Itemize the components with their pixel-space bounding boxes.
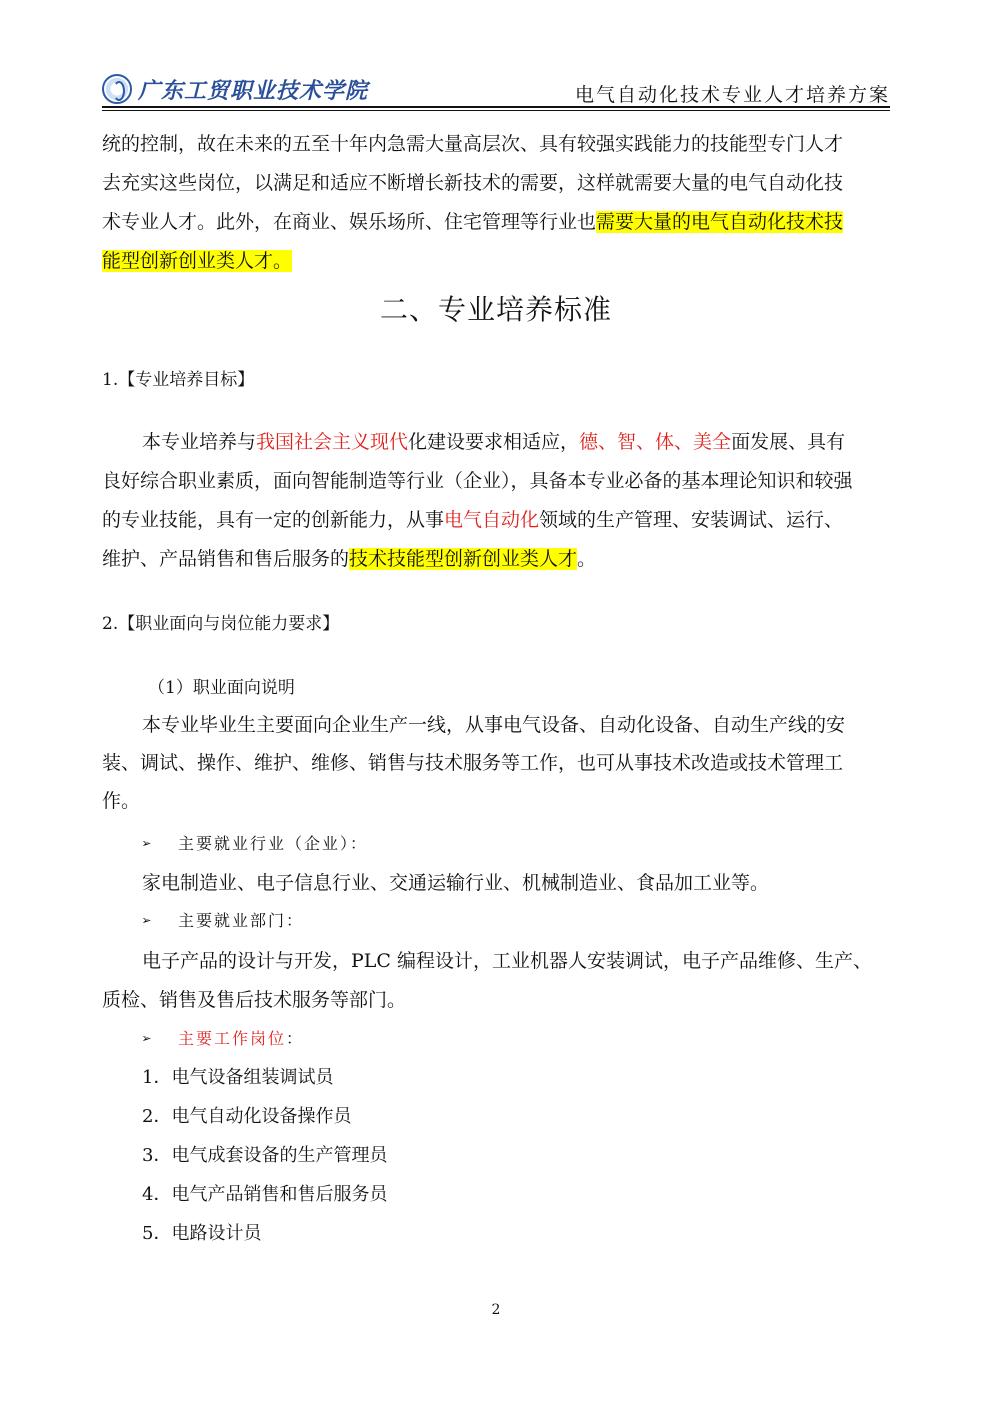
college-name: 广东工贸职业技术学院 xyxy=(138,77,369,104)
intro-line-3 xyxy=(102,203,890,242)
departments-line-2: 质检、销售及售后技术服务等部门。 xyxy=(102,989,407,1011)
highlighted-text: 技术技能型创新创业类人才 xyxy=(349,548,578,570)
goal-text: 的专业技能，具有一定的创新能力，从事 xyxy=(102,509,445,531)
bullet-label: 主要就业行业（企业）： xyxy=(178,834,369,853)
position-item: 1．电气设备组装调试员 xyxy=(142,1067,334,1088)
intro-paragraph xyxy=(102,125,890,281)
goal-line-4 xyxy=(102,540,890,579)
arrow-bullet-icon: ➢ xyxy=(142,1029,152,1048)
goal-line-2: 良好综合职业素质，面向智能制造等行业（企业），具备本专业必备的基本理论知识和较强 xyxy=(102,470,853,492)
departments-text xyxy=(102,942,890,1020)
goal-line-3 xyxy=(102,501,890,540)
goal-text: 领域的生产管理、安装调试、运行、 xyxy=(539,509,844,531)
page-header xyxy=(102,70,890,110)
college-logo xyxy=(102,72,368,106)
goal-line-1 xyxy=(102,423,890,462)
sub-subsection-heading: （1）职业面向说明 xyxy=(148,678,295,698)
bullet-label: 主要就业部门： xyxy=(178,911,305,930)
bullet-label: 主要工作岗位 xyxy=(178,1029,287,1048)
position-item: 4．电气产品销售和售后服务员 xyxy=(142,1184,388,1205)
intro-line-2: 去充实这些岗位，以满足和适应不断增长新技术的需要，这样就需要大量的电气自动化技 xyxy=(102,172,844,194)
bullet-positions xyxy=(142,1025,304,1053)
red-text: 电气自动化 xyxy=(444,509,540,531)
goal-text: 面发展、具有 xyxy=(731,431,846,453)
arrow-bullet-icon: ➢ xyxy=(142,834,152,853)
header-rule xyxy=(102,106,890,108)
intro-line-3-text: 术专业人才。此外，在商业、娱乐场所、住宅管理等行业也 xyxy=(102,211,597,233)
bullet-colon: ： xyxy=(286,1029,305,1048)
subsection-heading-2: 2.【职业面向与岗位能力要求】 xyxy=(102,614,340,634)
position-item: 2．电气自动化设备操作员 xyxy=(142,1106,352,1127)
training-goal-paragraph xyxy=(102,423,890,579)
highlighted-text: 能型创新创业类人才。 xyxy=(102,250,293,272)
intro-line-4 xyxy=(102,242,890,281)
career-line-2: 装、调试、操作、维护、维修、销售与技术服务等工作，也可从事技术改造或技术管理工 xyxy=(102,752,844,774)
subsection-heading-1: 1.【专业培养目标】 xyxy=(102,370,255,390)
industries-text xyxy=(102,864,890,903)
college-emblem-icon xyxy=(102,74,132,104)
position-item: 5．电路设计员 xyxy=(142,1223,262,1244)
position-item: 3．电气成套设备的生产管理员 xyxy=(142,1145,388,1166)
departments-line-1: 电子产品的设计与开发，PLC 编程设计，工业机器人安装调试，电子产品维修、生产、 xyxy=(142,950,872,972)
arrow-bullet-icon: ➢ xyxy=(142,911,152,930)
intro-line-1: 统的控制，故在未来的五至十年内急需大量高层次、具有较强实践能力的技能型专门人才 xyxy=(102,133,844,155)
career-line-3: 作。 xyxy=(102,790,141,812)
page-number: 2 xyxy=(491,1302,501,1318)
bullet-departments xyxy=(142,907,304,935)
industries-line: 家电制造业、电子信息行业、交通运输行业、机械制造业、食品加工业等。 xyxy=(142,872,770,894)
career-line-1: 本专业毕业生主要面向企业生产一线，从事电气设备、自动化设备、自动生产线的安 xyxy=(142,714,846,736)
bullet-industries xyxy=(142,830,368,858)
goal-text: 化建设要求相适应， xyxy=(408,431,580,453)
document-title: 电气自动化技术专业人才培养方案 xyxy=(574,84,890,106)
header-rule-thin xyxy=(102,110,890,111)
red-text: 我国社会主义现代 xyxy=(256,431,409,453)
highlighted-text: 需要大量的电气自动化技术技 xyxy=(596,211,844,233)
red-text: 德、智、体、美全 xyxy=(579,431,732,453)
goal-text: 。 xyxy=(577,548,597,570)
section-heading: 二、专业培养标准 xyxy=(379,293,612,326)
goal-text: 维护、产品销售和售后服务的 xyxy=(102,548,350,570)
goal-text: 本专业培养与 xyxy=(142,431,257,453)
career-paragraph xyxy=(102,706,890,820)
